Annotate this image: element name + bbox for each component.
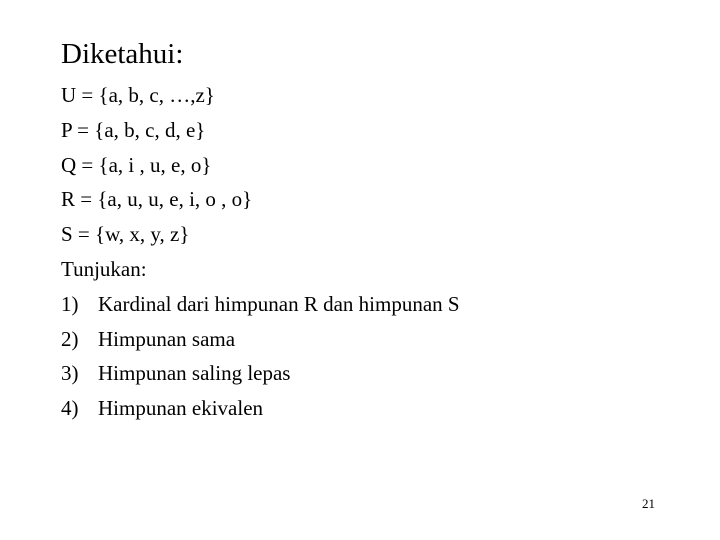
set-p-definition: P = {a, b, c, d, e} xyxy=(61,117,206,142)
task-item xyxy=(61,356,460,391)
set-u-definition: U = {a, b, c, …,z} xyxy=(61,83,215,107)
slide-content xyxy=(61,78,460,426)
task-item xyxy=(61,322,460,357)
task-item xyxy=(61,287,460,322)
set-s-definition: S = {w, x, y, z} xyxy=(61,222,190,247)
task-text: Himpunan saling lepas xyxy=(98,361,291,386)
task-item xyxy=(61,391,460,426)
task-number: 3) xyxy=(61,361,79,386)
task-text: Himpunan ekivalen xyxy=(98,396,264,421)
task-text: Kardinal dari himpunan R dan himpunan S xyxy=(98,291,460,316)
task-number: 2) xyxy=(61,326,79,351)
set-r-definition: R = {a, u, u, e, i, o , o} xyxy=(61,187,253,212)
slide-title: Diketahui: xyxy=(61,38,184,70)
task-text: Himpunan sama xyxy=(98,326,236,351)
task-number: 1) xyxy=(61,291,79,316)
task-heading: Tunjukan: xyxy=(61,256,147,281)
set-q-definition: Q = {a, i , u, e, o} xyxy=(61,152,212,177)
task-number: 4) xyxy=(61,396,79,421)
page-number: 21 xyxy=(642,496,655,511)
